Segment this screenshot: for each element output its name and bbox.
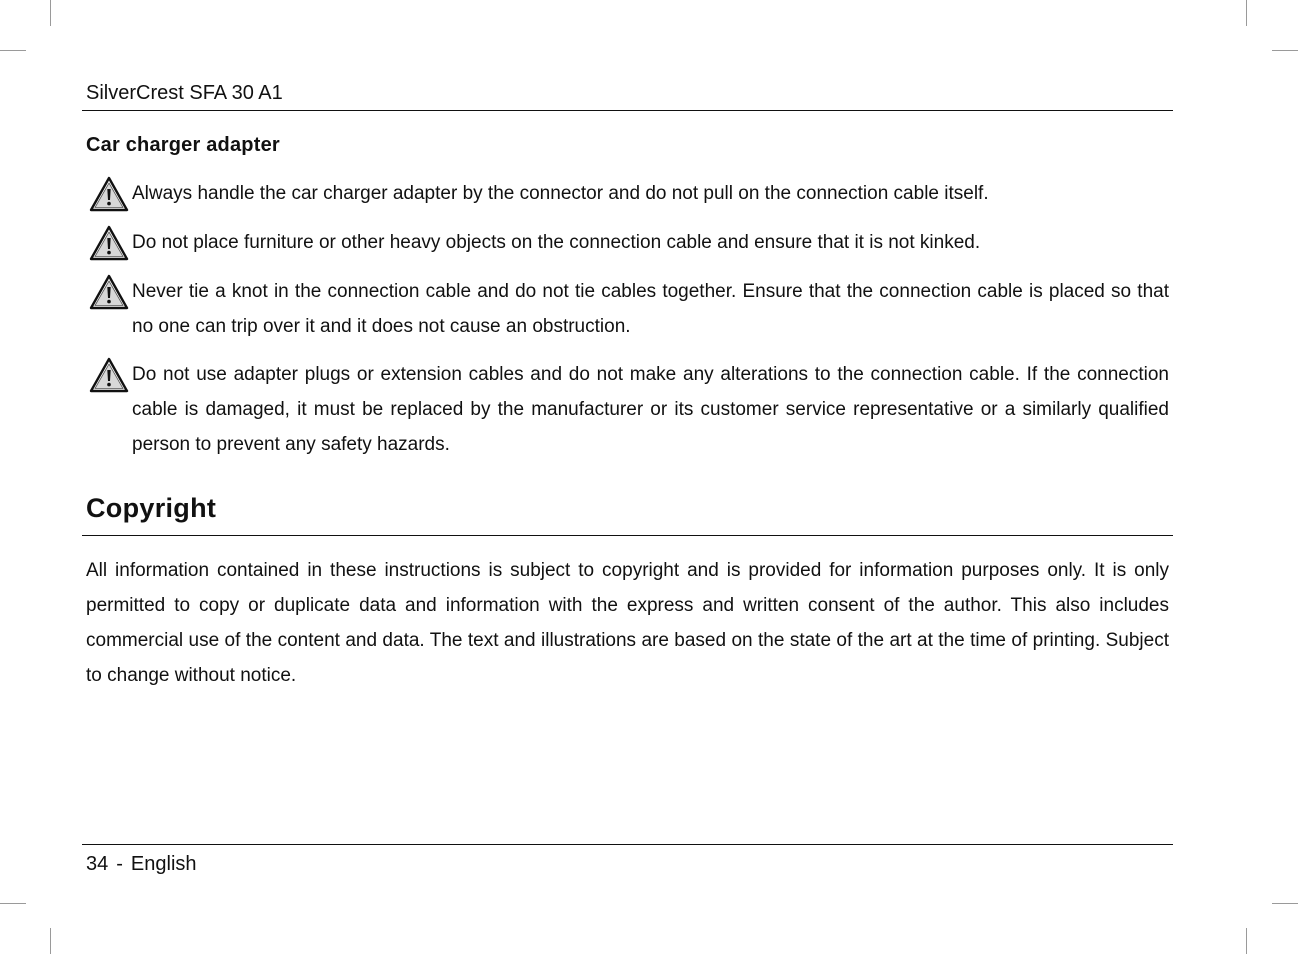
- footer: [86, 850, 197, 878]
- warning-triangle-icon: [86, 274, 132, 310]
- footer-rule: [82, 844, 1173, 845]
- crop-mark: [50, 0, 51, 26]
- copyright-rule: [82, 535, 1173, 536]
- header-product-name: SilverCrest SFA 30 A1: [86, 82, 283, 104]
- footer-separator: -: [116, 853, 123, 875]
- warning-text: Do not place furniture or other heavy objects on the connection cable and ensure that it is not kinked.: [132, 232, 981, 253]
- warning-item: [86, 357, 1169, 462]
- warning-triangle-icon: [86, 225, 132, 261]
- warning-triangle-icon: [86, 357, 132, 393]
- warning-item: [86, 225, 1169, 261]
- section-title-car-charger: Car charger adapter: [86, 134, 280, 156]
- crop-mark: [0, 903, 26, 904]
- footer-language: English: [130, 853, 197, 875]
- warning-triangle-icon: [86, 176, 132, 212]
- crop-mark: [1272, 903, 1298, 904]
- header-rule: [82, 110, 1173, 111]
- crop-mark: [1272, 50, 1298, 51]
- copyright-paragraph: All information contained in these instructions is subject to copyright and is provided for information purposes only. It is only permitted to copy or duplicate data and information with the express and written consent of the author. This also includes commercial use of the content and data. The text and illustrations are based on the state of the art at the time of printing. Subject to change without notice.: [86, 560, 1169, 686]
- warning-item: [86, 176, 1169, 212]
- page-number: 34: [86, 853, 109, 875]
- crop-mark: [1246, 0, 1247, 26]
- crop-mark: [0, 50, 26, 51]
- warning-text: Do not use adapter plugs or extension cables and do not make any alterations to the connection cable. If the connection cable is damaged, it must be replaced by the manufacturer or its customer service representative or a similarly qualified person to prevent any safety hazards.: [132, 364, 1169, 455]
- warning-list: [86, 176, 1169, 475]
- warning-item: [86, 274, 1169, 344]
- crop-mark: [1246, 928, 1247, 954]
- section-title-copyright: Copyright: [86, 493, 217, 523]
- warning-text: Always handle the car charger adapter by the connector and do not pull on the connection cable itself.: [132, 183, 989, 204]
- crop-mark: [50, 928, 51, 954]
- warning-text: Never tie a knot in the connection cable and do not tie cables together. Ensure that the connection cable is placed so that no one can trip over it and it does not cause an obstruction.: [132, 281, 1169, 337]
